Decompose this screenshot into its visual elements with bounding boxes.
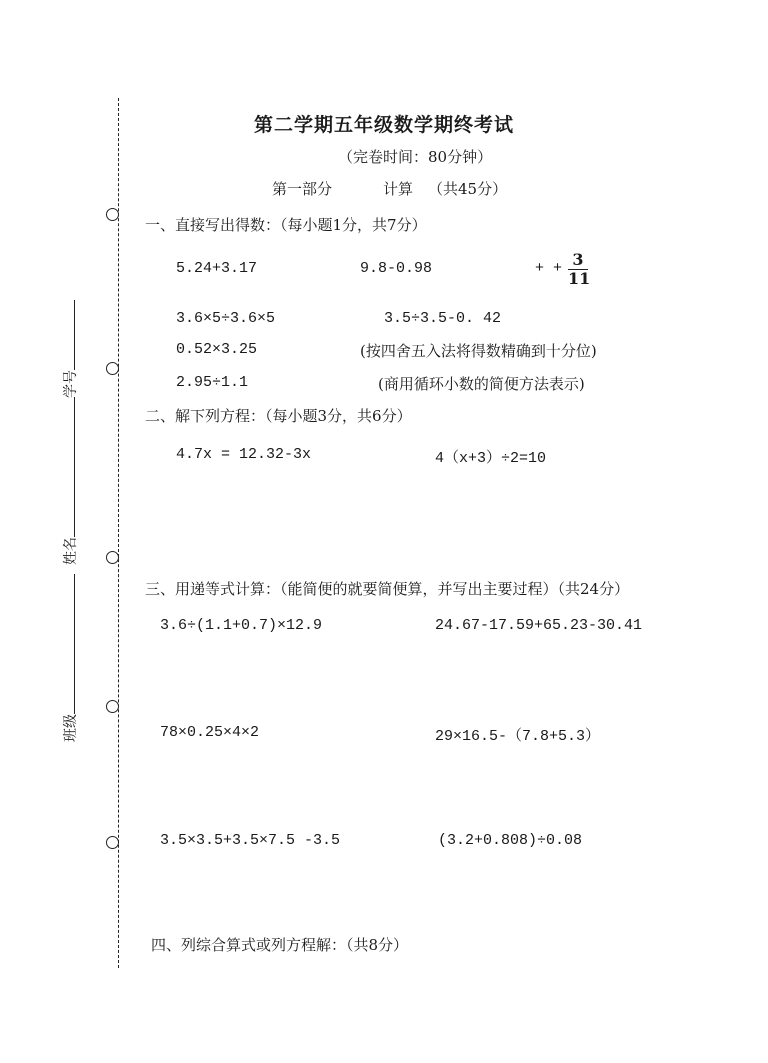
fraction-3-11 — [568, 250, 591, 288]
section4-heading: 四、列综合算式或列方程解：（共8分） — [151, 936, 409, 954]
s1-note-repeating: (商用循环小数的简便方法表示) — [378, 375, 585, 393]
exam-time: （完卷时间：80分钟） — [338, 148, 493, 166]
name-field — [60, 397, 80, 565]
binding-hole-4 — [106, 700, 119, 713]
s3-item-6: (3.2+0.808)÷0.08 — [438, 832, 583, 849]
section3-heading: 三、用递等式计算：（能简便的就要简便算，并写出主要过程）（共24分） — [145, 580, 630, 598]
binding-hole-5 — [106, 836, 119, 849]
s1-item-3: + + — [535, 260, 563, 277]
binding-hole-3 — [106, 551, 119, 564]
s2-equation-1: 4.7x = 12.32-3x — [176, 446, 312, 463]
s1-item-6: 0.52×3.25 — [176, 341, 258, 358]
class-label: 班级 — [63, 714, 79, 742]
part-label: 第一部分 — [272, 180, 333, 198]
section1-heading: 一、直接写出得数：（每小题1分，共7分） — [145, 216, 427, 234]
s3-item-2: 24.67-17.59+65.23-30.41 — [435, 617, 643, 634]
s1-item-2: 9.8-0.98 — [360, 260, 433, 277]
part-points: （共45分） — [428, 180, 508, 198]
class-field — [60, 574, 80, 742]
class-blank — [62, 574, 75, 714]
s3-item-5: 3.5×3.5+3.5×7.5 -3.5 — [160, 832, 341, 849]
s1-item-1: 5.24+3.17 — [176, 260, 258, 277]
s3-item-1: 3.6÷(1.1+0.7)×12.9 — [160, 617, 323, 634]
section2-heading: 二、解下列方程：（每小题3分，共6分） — [145, 407, 412, 425]
name-blank — [62, 397, 75, 537]
s2-equation-2: 4（x+3）÷2=10 — [435, 450, 547, 467]
part-topic: 计算 — [383, 180, 414, 198]
s3-item-4: 29×16.5-（7.8+5.3） — [435, 728, 601, 745]
student-number-label: 学号 — [63, 370, 79, 398]
fraction-denominator: 11 — [568, 269, 591, 288]
s1-note-rounding: (按四舍五入法将得数精确到十分位) — [360, 342, 597, 360]
binding-hole-1 — [106, 208, 119, 221]
exam-title: 第二学期五年级数学期终考试 — [253, 114, 514, 136]
s1-item-5: 3.5÷3.5-0. 42 — [384, 310, 502, 327]
s1-item-4: 3.6×5÷3.6×5 — [176, 310, 276, 327]
name-label: 姓名 — [63, 537, 79, 565]
fraction-numerator: 3 — [572, 250, 584, 269]
student-number-blank — [62, 300, 75, 370]
student-number-field — [60, 300, 80, 398]
s1-item-7: 2.95÷1.1 — [176, 374, 249, 391]
binding-hole-2 — [106, 362, 119, 375]
binding-dashed-line — [118, 98, 119, 968]
s3-item-3: 78×0.25×4×2 — [160, 724, 260, 741]
